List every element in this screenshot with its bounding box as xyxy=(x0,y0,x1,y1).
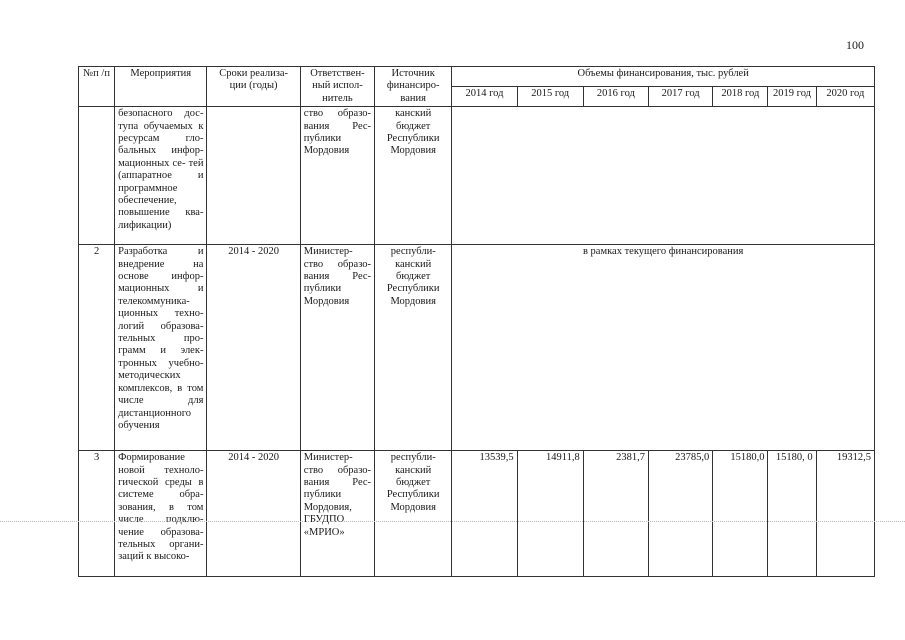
row-period: 2014 - 2020 xyxy=(207,451,300,577)
scan-artifact-line xyxy=(0,521,905,522)
header-year: 2019 год xyxy=(768,87,816,107)
header-measure: Мероприятия xyxy=(115,67,207,107)
row-measure: Формирование новой техноло- гической среды в системе обра- зования, в том числе подклю- чение образова- тельных органи- заций к высоко- xyxy=(115,451,207,577)
row-value-2014: 13539,5 xyxy=(452,451,517,577)
row-value-2020: 19312,5 xyxy=(816,451,874,577)
funding-table xyxy=(78,66,875,577)
row-source: республи- канский бюджет Республики Мордовия xyxy=(375,245,452,451)
row-num: 3 xyxy=(79,451,115,577)
header-year: 2016 год xyxy=(583,87,648,107)
header-year: 2020 год xyxy=(816,87,874,107)
header-year: 2015 год xyxy=(517,87,583,107)
row-source: республи- канский бюджет Республики Мордовия xyxy=(375,451,452,577)
header-year: 2014 год xyxy=(452,87,517,107)
header-funding: Объемы финансирования, тыс. рублей xyxy=(452,67,875,87)
row-funding-merged xyxy=(452,107,875,245)
row-measure: Разработка и внедрение на основе инфор- мационных и телекоммуника- ционных техно- логий образова- тельных про- грамм и элек- тронных учебно- методических комплексов, в том числе для дистанционного обучения xyxy=(115,245,207,451)
page-number: 100 xyxy=(846,38,864,52)
row-responsible: Министер- ство образо- вания Рес- публики Мордовия xyxy=(300,245,374,451)
header-year: 2017 год xyxy=(649,87,713,107)
row-value-2019: 15180, 0 xyxy=(768,451,816,577)
header-source: Источник финансиро- вания xyxy=(375,67,452,107)
header-responsible: Ответствен- ный испол- нитель xyxy=(300,67,374,107)
table-row xyxy=(79,107,875,245)
row-value-2017: 23785,0 xyxy=(649,451,713,577)
row-period xyxy=(207,107,300,245)
row-responsible: Министер- ство образо- вания Рес- публики Мордовия, ГБУДПО «МРИО» xyxy=(300,451,374,577)
row-responsible: ство образо- вания Рес- публики Мордовия xyxy=(300,107,374,245)
header-year: 2018 год xyxy=(713,87,768,107)
row-source: канский бюджет Республики Мордовия xyxy=(375,107,452,245)
row-period: 2014 - 2020 xyxy=(207,245,300,451)
table-row xyxy=(79,451,875,577)
row-value-2016: 2381,7 xyxy=(583,451,648,577)
header-row-top xyxy=(79,67,875,87)
table-row xyxy=(79,245,875,451)
row-funding-merged: в рамках текущего финансирования xyxy=(452,245,875,451)
row-num: 2 xyxy=(79,245,115,451)
row-measure: безопасного дос- тупа обучаемых к ресурсам гло- бальных инфор- мационных се- тей (аппаратное и программное обеспечение, повышение ква- лификации) xyxy=(115,107,207,245)
row-value-2015: 14911,8 xyxy=(517,451,583,577)
header-num: №п /п xyxy=(79,67,115,107)
row-num xyxy=(79,107,115,245)
header-period: Сроки реализа- ции (годы) xyxy=(207,67,300,107)
row-value-2018: 15180,0 xyxy=(713,451,768,577)
